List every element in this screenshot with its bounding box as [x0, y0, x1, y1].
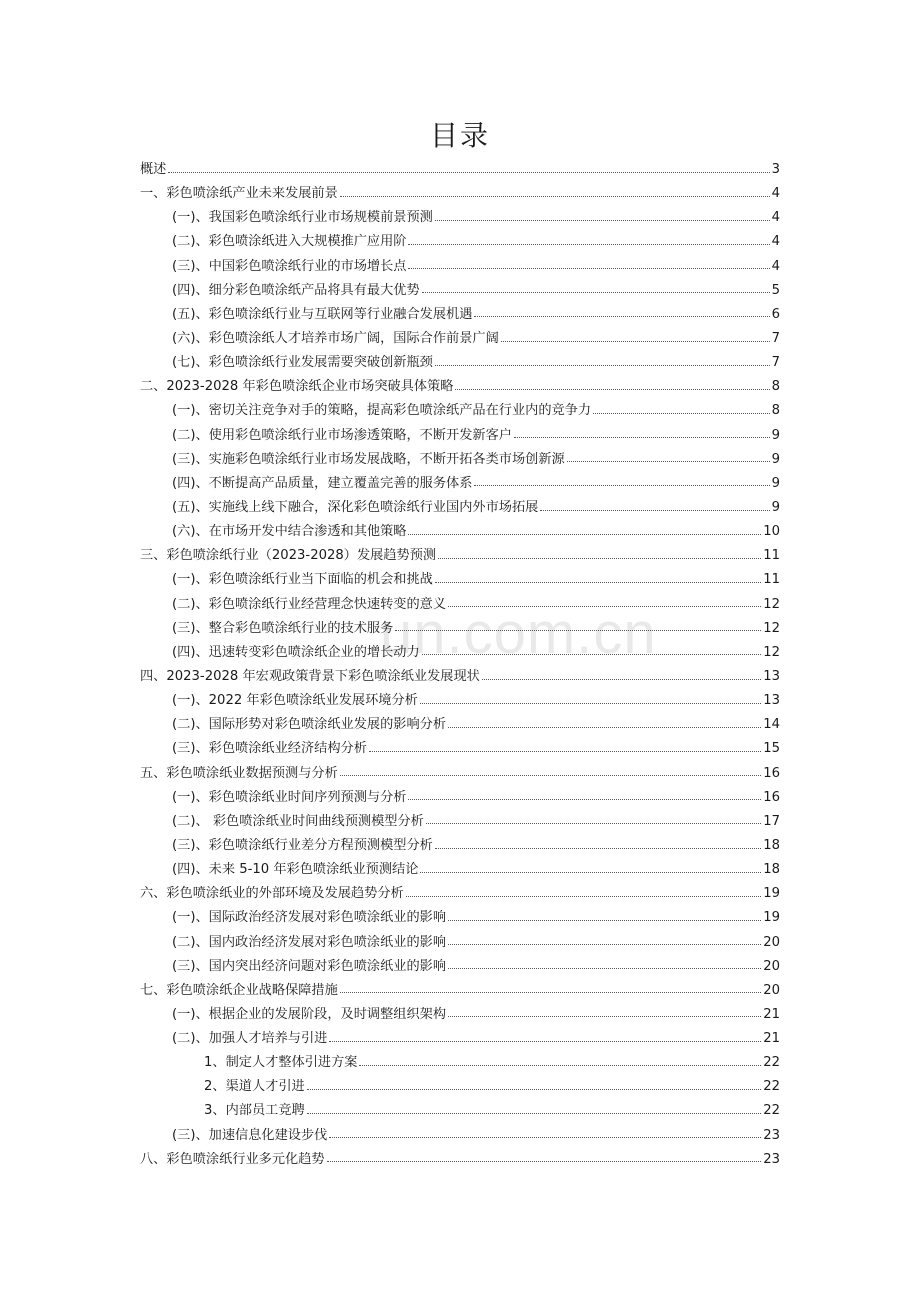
toc-entry[interactable]	[140, 399, 780, 423]
toc-leader-dots	[438, 558, 761, 559]
toc-entry[interactable]	[140, 906, 780, 930]
toc-leader-dots	[501, 341, 770, 342]
toc-leader-dots	[448, 1016, 761, 1017]
toc-entry[interactable]	[140, 689, 780, 713]
toc-entry[interactable]	[140, 979, 780, 1003]
toc-page-number: 19	[763, 910, 780, 926]
toc-leader-dots	[307, 1113, 762, 1114]
toc-page-number: 16	[763, 789, 780, 805]
toc-page-number: 23	[763, 1151, 780, 1167]
toc-leader-dots	[422, 654, 762, 655]
toc-entry-title: (一)、2022 年彩色喷涂纸业发展环境分析	[172, 693, 418, 709]
toc-entry-title: (三)、国内突出经济问题对彩色喷涂纸业的影响	[172, 958, 447, 974]
toc-page-number: 18	[763, 837, 780, 853]
toc-entry[interactable]	[140, 713, 780, 737]
toc-leader-dots	[408, 799, 761, 800]
toc-page-number: 7	[771, 355, 780, 371]
toc-entry-title: (三)、加速信息化建设步伐	[172, 1127, 328, 1143]
toc-entry-title: (二)、国际形势对彩色喷涂纸业发展的影响分析	[172, 717, 447, 733]
toc-entry-title: 一、彩色喷涂纸产业未来发展前景	[140, 186, 338, 202]
toc-page-number: 4	[771, 210, 780, 226]
toc-entry[interactable]	[140, 448, 780, 472]
toc-entry[interactable]	[140, 737, 780, 761]
toc-entry-title: 四、2023-2028 年宏观政策背景下彩色喷涂纸业发展现状	[140, 668, 480, 684]
toc-page-number: 18	[763, 862, 780, 878]
toc-page-number: 5	[771, 282, 780, 298]
toc-page-number: 17	[763, 813, 780, 829]
toc-page-number: 20	[763, 982, 780, 998]
toc-entry-title: (四)、不断提高产品质量，建立覆盖完善的服务体系	[172, 475, 473, 491]
toc-entry-title: 五、彩色喷涂纸业数据预测与分析	[140, 765, 338, 781]
toc-leader-dots	[448, 968, 761, 969]
toc-entry[interactable]	[140, 472, 780, 496]
toc-entry[interactable]	[140, 593, 780, 617]
toc-page-number: 7	[771, 330, 780, 346]
toc-page-number: 3	[771, 162, 780, 177]
toc-entry[interactable]	[140, 762, 780, 786]
toc-leader-dots	[455, 389, 769, 390]
toc-entry[interactable]	[140, 882, 780, 906]
toc-entry-title: (二)、国内政治经济发展对彩色喷涂纸业的影响	[172, 934, 447, 950]
toc-leader-dots	[420, 703, 761, 704]
toc-page-number: 21	[763, 1006, 780, 1022]
toc-entry[interactable]	[140, 375, 780, 399]
toc-entry-title: (一)、我国彩色喷涂纸行业市场规模前景预测	[172, 210, 433, 226]
toc-page-number: 6	[771, 306, 780, 322]
toc-entry[interactable]	[140, 351, 780, 375]
toc-entry[interactable]	[140, 327, 780, 351]
toc-page-number: 12	[763, 596, 780, 612]
toc-entry-title: 三、彩色喷涂纸行业（2023-2028）发展趋势预测	[140, 548, 437, 564]
toc-page-number: 4	[771, 234, 780, 250]
toc-entry[interactable]	[140, 230, 780, 254]
toc-page-number: 13	[763, 668, 780, 684]
toc-entry-title: (四)、未来 5-10 年彩色喷涂纸业预测结论	[172, 862, 419, 878]
toc-entry-title: 六、彩色喷涂纸业的外部环境及发展趋势分析	[140, 886, 404, 902]
toc-leader-dots	[408, 244, 769, 245]
toc-page-number: 11	[763, 572, 780, 588]
toc-page-number: 8	[771, 403, 780, 419]
toc-leader-dots	[359, 1065, 761, 1066]
toc-entry[interactable]	[140, 206, 780, 230]
toc-leader-dots	[426, 823, 761, 824]
toc-entry[interactable]	[140, 617, 780, 641]
toc-entry-title: 1、制定人才整体引进方案	[204, 1055, 358, 1071]
toc-leader-dots	[395, 630, 761, 631]
toc-entry-title: (一)、彩色喷涂纸业时间序列预测与分析	[172, 789, 407, 805]
toc-page-number: 22	[763, 1055, 780, 1071]
toc-leader-dots	[327, 1161, 762, 1162]
toc-entry-title: (五)、彩色喷涂纸行业与互联网等行业融合发展机遇	[172, 306, 473, 322]
toc-entry-title: (三)、实施彩色喷涂纸行业市场发展战略，不断开拓各类市场创新源	[172, 451, 565, 467]
toc-page-number: 21	[763, 1031, 780, 1047]
toc-entry[interactable]	[140, 303, 780, 327]
toc-page-number: 9	[771, 427, 780, 443]
toc-entry-title: (一)、密切关注竞争对手的策略，提高彩色喷涂纸产品在行业内的竞争力	[172, 403, 592, 419]
toc-entry[interactable]	[140, 182, 780, 206]
toc-entry-title: 3、内部员工竞聘	[204, 1103, 305, 1119]
toc-leader-dots	[514, 437, 770, 438]
toc-page-number: 16	[763, 765, 780, 781]
toc-entry-title: (四)、迅速转变彩色喷涂纸企业的增长动力	[172, 644, 420, 660]
toc-entry-title: 八、彩色喷涂纸行业多元化趋势	[140, 1151, 325, 1167]
toc-leader-dots	[340, 196, 770, 197]
toc-page-number: 22	[763, 1103, 780, 1119]
toc-entry[interactable]	[140, 810, 780, 834]
toc-entry-title: (六)、在市场开发中结合渗透和其他策略	[172, 524, 407, 540]
toc-entry[interactable]	[140, 1148, 780, 1172]
toc-entry[interactable]	[140, 1099, 780, 1123]
toc-entry-title: (三)、彩色喷涂纸业经济结构分析	[172, 741, 367, 757]
toc-page-number: 13	[763, 693, 780, 709]
toc-entry[interactable]	[140, 786, 780, 810]
toc-page-number: 20	[763, 958, 780, 974]
toc-entry[interactable]	[140, 834, 780, 858]
toc-leader-dots	[435, 848, 761, 849]
toc-page-number: 4	[771, 258, 780, 274]
toc-page-number: 23	[763, 1127, 780, 1143]
toc-entry-title: (二)、使用彩色喷涂纸行业市场渗透策略，不断开发新客户	[172, 427, 512, 443]
toc-leader-dots	[420, 872, 761, 873]
toc-leader-dots	[340, 992, 761, 993]
toc-page-number: 12	[763, 620, 780, 636]
toc-page-number: 14	[763, 717, 780, 733]
toc-entry-title: (七)、彩色喷涂纸行业发展需要突破创新瓶颈	[172, 355, 433, 371]
toc-leader-dots	[540, 510, 769, 511]
toc-entry[interactable]	[140, 1124, 780, 1148]
toc-leader-dots	[408, 268, 769, 269]
toc-entry[interactable]	[140, 1027, 780, 1051]
toc-leader-dots	[369, 751, 761, 752]
toc-page-number: 19	[763, 886, 780, 902]
toc-entry[interactable]	[140, 255, 780, 279]
toc-leader-dots	[406, 896, 761, 897]
toc-entry-title: (一)、国际政治经济发展对彩色喷涂纸业的影响	[172, 910, 447, 926]
toc-entry-title: (二)、加强人才培养与引进	[172, 1031, 328, 1047]
toc-entry[interactable]	[140, 858, 780, 882]
toc-page-number: 12	[763, 644, 780, 660]
toc-leader-dots	[435, 365, 770, 366]
toc-leader-dots	[448, 727, 761, 728]
toc-leader-dots	[593, 413, 770, 414]
toc-leader-dots	[408, 534, 761, 535]
page-title: 目录	[429, 119, 490, 152]
toc-entry-title: (一)、根据企业的发展阶段，及时调整组织架构	[172, 1006, 447, 1022]
toc-entry[interactable]	[140, 158, 780, 182]
toc-leader-dots	[567, 461, 770, 462]
toc-entry-title: (四)、细分彩色喷涂纸产品将具有最大优势	[172, 282, 420, 298]
toc-entry[interactable]	[140, 279, 780, 303]
toc-entry-title: 2、渠道人才引进	[204, 1079, 305, 1095]
toc-entry-title: 概述	[140, 162, 167, 177]
toc-page-number: 10	[763, 524, 780, 540]
toc-page-number: 8	[771, 379, 780, 395]
toc-leader-dots	[329, 1137, 761, 1138]
toc-leader-dots	[448, 606, 761, 607]
toc-page-number: 9	[771, 499, 780, 515]
toc-entry[interactable]	[140, 931, 780, 955]
toc-leader-dots	[435, 220, 770, 221]
toc-entry[interactable]	[140, 1003, 780, 1027]
toc-leader-dots	[482, 679, 761, 680]
toc-page-number: 9	[771, 451, 780, 467]
toc-entry[interactable]	[140, 520, 780, 544]
toc-entry[interactable]	[140, 665, 780, 689]
toc-leader-dots	[448, 944, 761, 945]
toc-leader-dots	[422, 292, 770, 293]
toc-entry-title: 七、彩色喷涂纸企业战略保障措施	[140, 982, 338, 998]
toc-entry-title: (二)、 彩色喷涂纸业时间曲线预测模型分析	[172, 813, 424, 829]
toc-page-number: 15	[763, 741, 780, 757]
toc-entry[interactable]	[140, 544, 780, 568]
toc-entry-title: (一)、彩色喷涂纸行业当下面临的机会和挑战	[172, 572, 433, 588]
toc-entry[interactable]	[140, 1051, 780, 1075]
toc-entry-title: (二)、彩色喷涂纸行业经营理念快速转变的意义	[172, 596, 447, 612]
toc-leader-dots	[329, 1041, 761, 1042]
toc-entry-title: (三)、整合彩色喷涂纸行业的技术服务	[172, 620, 394, 636]
toc-leader-dots	[307, 1089, 762, 1090]
toc-entry-title: 二、2023-2028 年彩色喷涂纸企业市场突破具体策略	[140, 379, 454, 395]
toc-entry-title: (二)、彩色喷涂纸进入大规模推广应用阶	[172, 234, 407, 250]
toc-leader-dots	[168, 172, 769, 173]
table-of-contents	[140, 158, 780, 1172]
toc-leader-dots	[474, 316, 769, 317]
toc-entry-title: (六)、彩色喷涂纸人才培养市场广阔，国际合作前景广阔	[172, 330, 499, 346]
toc-entry[interactable]	[140, 955, 780, 979]
toc-page-number: 20	[763, 934, 780, 950]
toc-leader-dots	[448, 920, 761, 921]
watermark: un.com.cn	[380, 601, 657, 666]
toc-page-number: 4	[771, 186, 780, 202]
toc-entry-title: (五)、实施线上线下融合，深化彩色喷涂纸行业国内外市场拓展	[172, 499, 539, 515]
toc-leader-dots	[474, 485, 769, 486]
toc-entry[interactable]	[140, 568, 780, 592]
toc-page-number: 11	[763, 548, 780, 564]
toc-leader-dots	[435, 582, 761, 583]
toc-entry[interactable]	[140, 641, 780, 665]
toc-entry-title: (三)、彩色喷涂纸行业差分方程预测模型分析	[172, 837, 433, 853]
toc-entry[interactable]	[140, 496, 780, 520]
toc-page-number: 9	[771, 475, 780, 491]
toc-leader-dots	[340, 775, 761, 776]
toc-entry-title: (三)、中国彩色喷涂纸行业的市场增长点	[172, 258, 407, 274]
toc-entry[interactable]	[140, 424, 780, 448]
toc-page-number: 22	[763, 1079, 780, 1095]
toc-entry[interactable]	[140, 1075, 780, 1099]
